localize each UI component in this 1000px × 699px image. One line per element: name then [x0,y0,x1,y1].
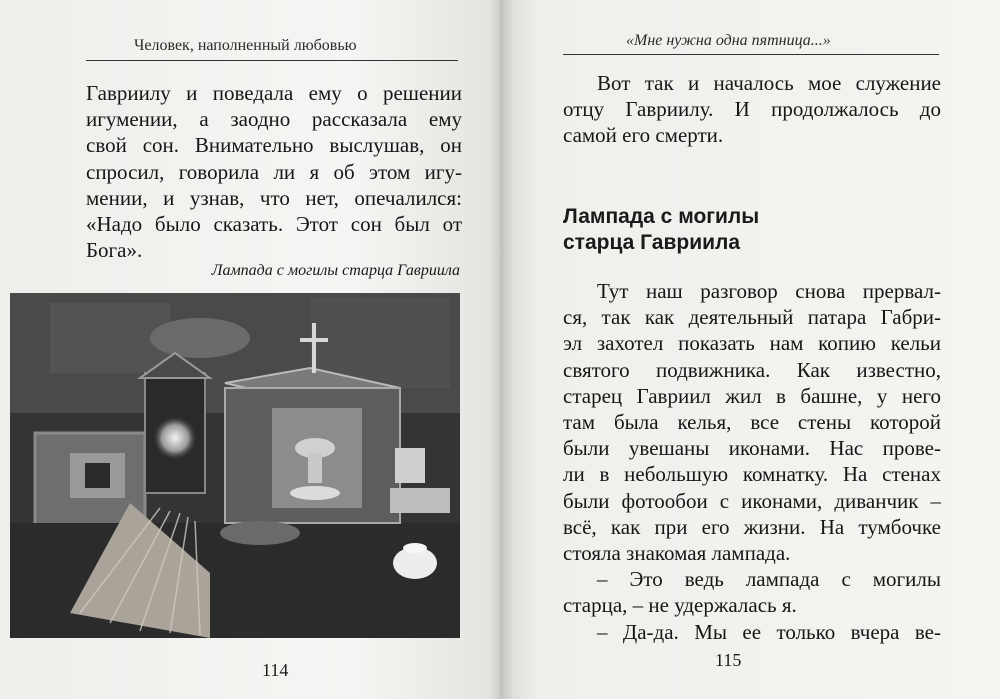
text-line: мении, и узнав, что нет, опечалился: [86,185,462,210]
text-line: были фотообои с иконами, диванчик – [563,488,941,513]
text-line: эл захотел показать нам копию кельи [563,331,941,356]
page-number-right: 115 [715,650,742,670]
text-line: святого подвижника. Как известно, [563,357,941,382]
text-line: Гавриилу и поведала ему о решении [86,81,462,105]
text-line: всё, как при его жизни. На тумбочке [563,514,941,539]
photo-lamp-and-shrine [10,293,460,638]
running-head-right: «Мне нужна одна пятница...» [626,32,831,49]
text-line: – Это ведь лампада с могилы [597,567,941,592]
header-rule-right [563,54,939,55]
section-heading [563,204,943,256]
text-line: ся, так как деятельный патара Габри- [563,305,941,330]
right-body-text-bottom [563,278,941,645]
text-line: стояла знакомая лампада. [563,541,791,566]
book-gutter [488,0,514,699]
text-line: были увешаны иконами. Нас прове- [563,436,941,461]
text-line: Бога». [86,238,143,263]
left-body-text [86,80,462,263]
text-line: старец Гавриил жил в башне, у него [563,383,941,408]
header-rule-left [86,60,458,61]
text-line: старца, – не удержалась я. [563,593,797,618]
right-body-text-top [563,70,941,149]
running-head-left: Человек, наполненный любовью [134,37,357,54]
text-line: Тут наш разговор снова прервал- [597,279,941,303]
text-line: ли в небольшую комнатку. На стенах [563,462,941,487]
text-line: там была келья, все стены которой [563,410,941,435]
heading-line: Лампада с могилы [563,205,760,228]
photo-caption: Лампада с могилы старца Гавриила [211,262,460,279]
text-line: отцу Гавриилу. И продолжалось до [563,97,941,122]
text-line: спросил, говорила ли я об этом игу- [86,159,462,184]
text-line: игумении, а заодно рассказала ему [86,107,462,132]
text-line: самой его смерти. [563,123,724,148]
right-page [500,0,1000,699]
text-line: свой сон. Внимательно выслушав, он [86,133,462,158]
text-line: Вот так и началось мое служение [597,71,941,95]
text-line: – Да-да. Мы ее только вчера ве- [597,619,941,644]
page-number-left: 114 [262,660,289,680]
text-line: «Надо было сказать. Этот сон был от [86,212,462,237]
heading-line: старца Гавриила [563,231,741,254]
